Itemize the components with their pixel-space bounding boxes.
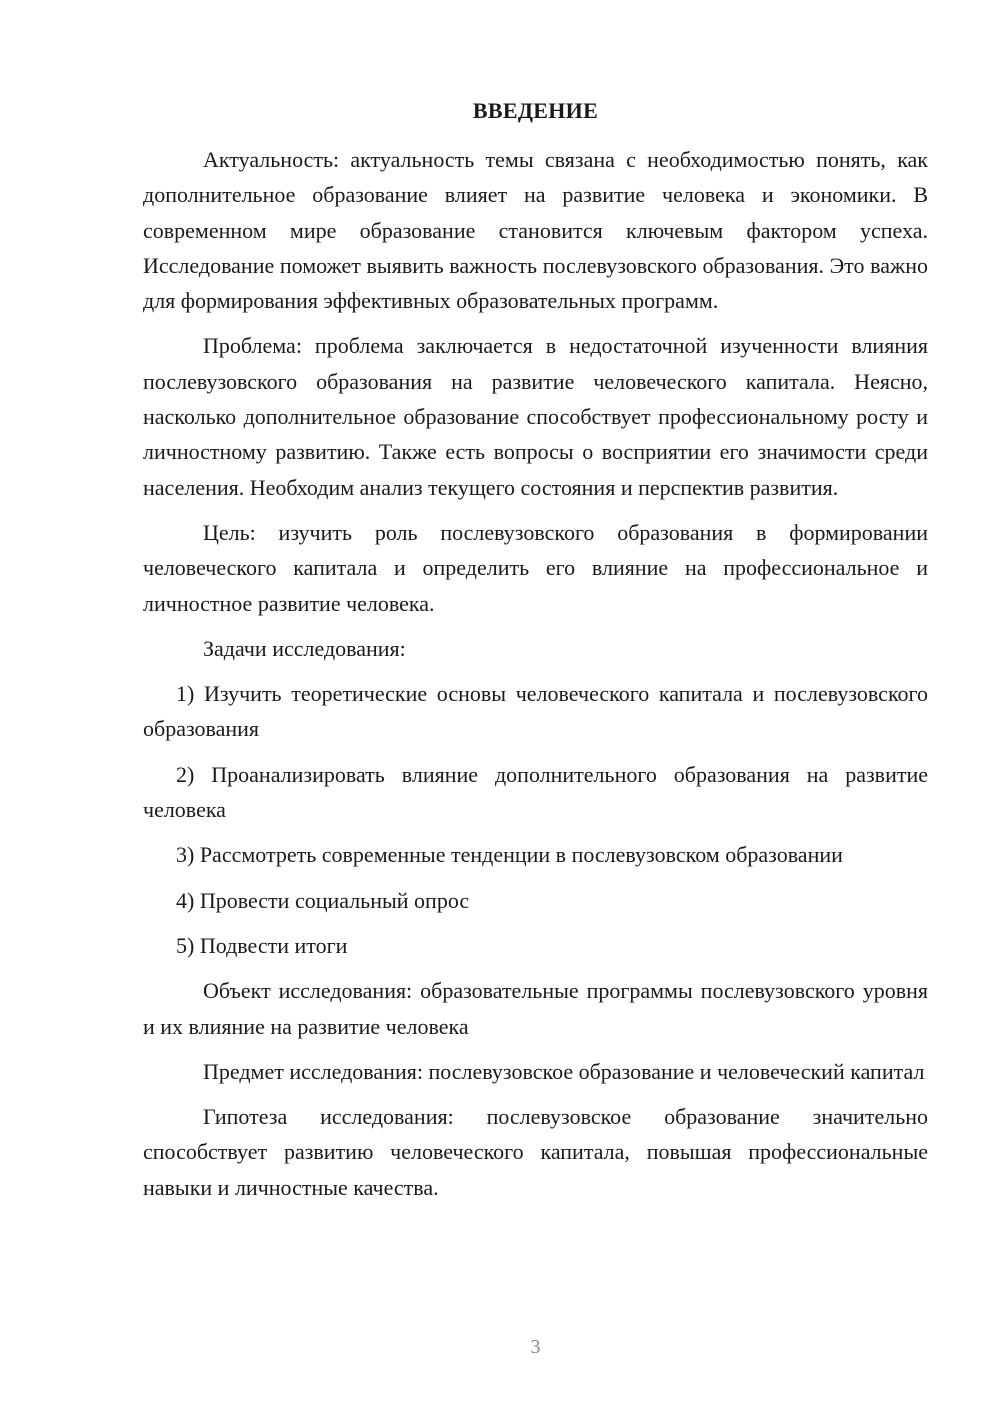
task-item: 5) Подвести итоги [176, 932, 348, 958]
relevance-paragraph: Актуальность: актуальность темы связана с необходимостью понять, как дополнительное образование влияет на развитие человека и экономики. В современном мире образование становится ключевым фактором успеха. Исследование поможет выявить важность послевузовского образования. Это важно для формирования эффективных образовательных программ. [143, 147, 928, 314]
task-item: 2) Проанализировать влияние дополнительного образования на развитие человека [143, 761, 928, 823]
task-item: 4) Провести социальный опрос [176, 887, 470, 913]
subject-paragraph: Предмет исследования: послевузовское образование и человеческий капитал [203, 1058, 925, 1084]
object-paragraph: Объект исследования: образовательные программы послевузовского уровня и их влияние на развитие человека [143, 978, 928, 1039]
task-item: 3) Рассмотреть современные тенденции в послевузовском образовании [176, 842, 843, 868]
tasks-title: Задачи исследования: [203, 635, 406, 661]
introduction-body [143, 142, 928, 1205]
page-number: 3 [530, 1336, 541, 1358]
document-page [143, 0, 928, 1414]
section-heading: ВВЕДЕНИЕ [472, 98, 599, 123]
goal-paragraph: Цель: изучить роль послевузовского образования в формировании человеческого капитала и определить его влияние на профессиональное и личностное развитие человека. [143, 519, 928, 616]
task-item: 1) Изучить теоретические основы человеческого капитала и послевузовского образования [143, 681, 928, 742]
problem-paragraph: Проблема: проблема заключается в недостаточной изученности влияния послевузовского образования на развитие человеческого капитала. Неясно, насколько дополнительное образование способствует профессиональному росту и личностному развитию. Также есть вопросы о восприятии его значимости среди населения. Необходим анализ текущего состояния и перспектив развития. [143, 333, 928, 500]
hypothesis-paragraph: Гипотеза исследования: послевузовское образование значительно способствует развитию человеческого капитала, повышая профессиональные навыки и личностные качества. [143, 1104, 928, 1200]
